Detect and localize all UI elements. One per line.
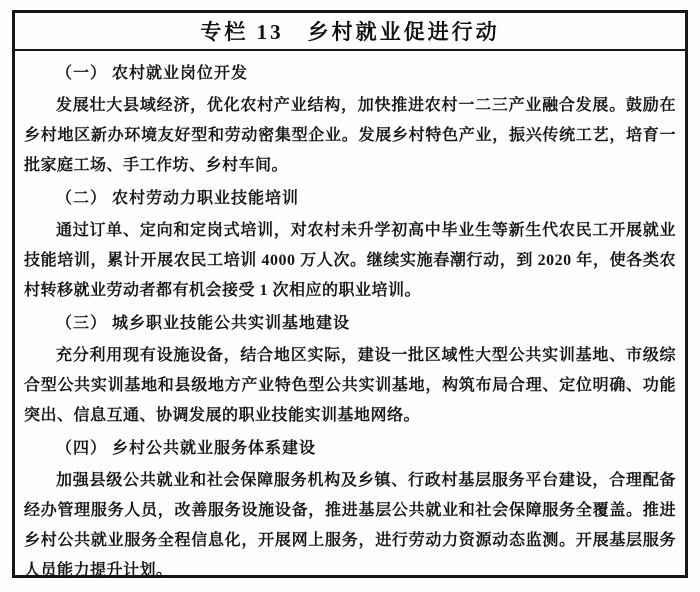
column-box: [12, 10, 688, 578]
section-3-paragraph: 充分利用现有设施设备，结合地区实际，建设一批区域性大型公共实训基地、市级综合型公共实训基地和县级地方产业特色型公共实训基地，构筑布局合理、定位明确、功能突出、信息互通、协调发展的职业技能实训基地网络。: [24, 347, 676, 424]
section-2-paragraph: 通过订单、定向和定岗式培训，对农村未升学初高中毕业生等新生代农民工开展就业技能培训，累计开展农民工培训 4000 万人次。继续实施春潮行动，到 2020 年，使各类农村转移就业劳动者都有机会接受 1 次相应的职业培训。: [24, 222, 676, 299]
panel-title: 专栏 13 乡村就业促进行动: [15, 13, 685, 51]
section-4-paragraph: 加强县级公共就业和社会保障服务机构及乡镇、行政村基层服务平台建设，合理配备经办管理服务人员，改善服务设施设备，推进基层公共就业和社会保障服务全覆盖。推进乡村公共就业服务全程信息化，开展网上服务，进行劳动力资源动态监测。开展基层服务人员能力提升计划。: [24, 472, 676, 579]
section-3-heading: （三） 城乡职业技能公共实训基地建设: [56, 315, 351, 332]
panel-body: [15, 51, 685, 586]
section-4: [24, 434, 676, 586]
section-2-heading: （二） 农村劳动力职业技能培训: [56, 190, 300, 207]
section-2: [24, 184, 676, 306]
section-1: [24, 59, 676, 181]
section-3: [24, 309, 676, 431]
section-4-heading: （四） 乡村公共就业服务体系建设: [56, 440, 317, 457]
section-1-paragraph: 发展壮大县域经济，优化农村产业结构，加快推进农村一二三产业融合发展。鼓励在乡村地区新办环境友好型和劳动密集型企业。发展乡村特色产业，振兴传统工艺，培育一批家庭工场、手工作坊、乡村车间。: [24, 97, 676, 174]
section-1-heading: （一） 农村就业岗位开发: [56, 65, 249, 82]
